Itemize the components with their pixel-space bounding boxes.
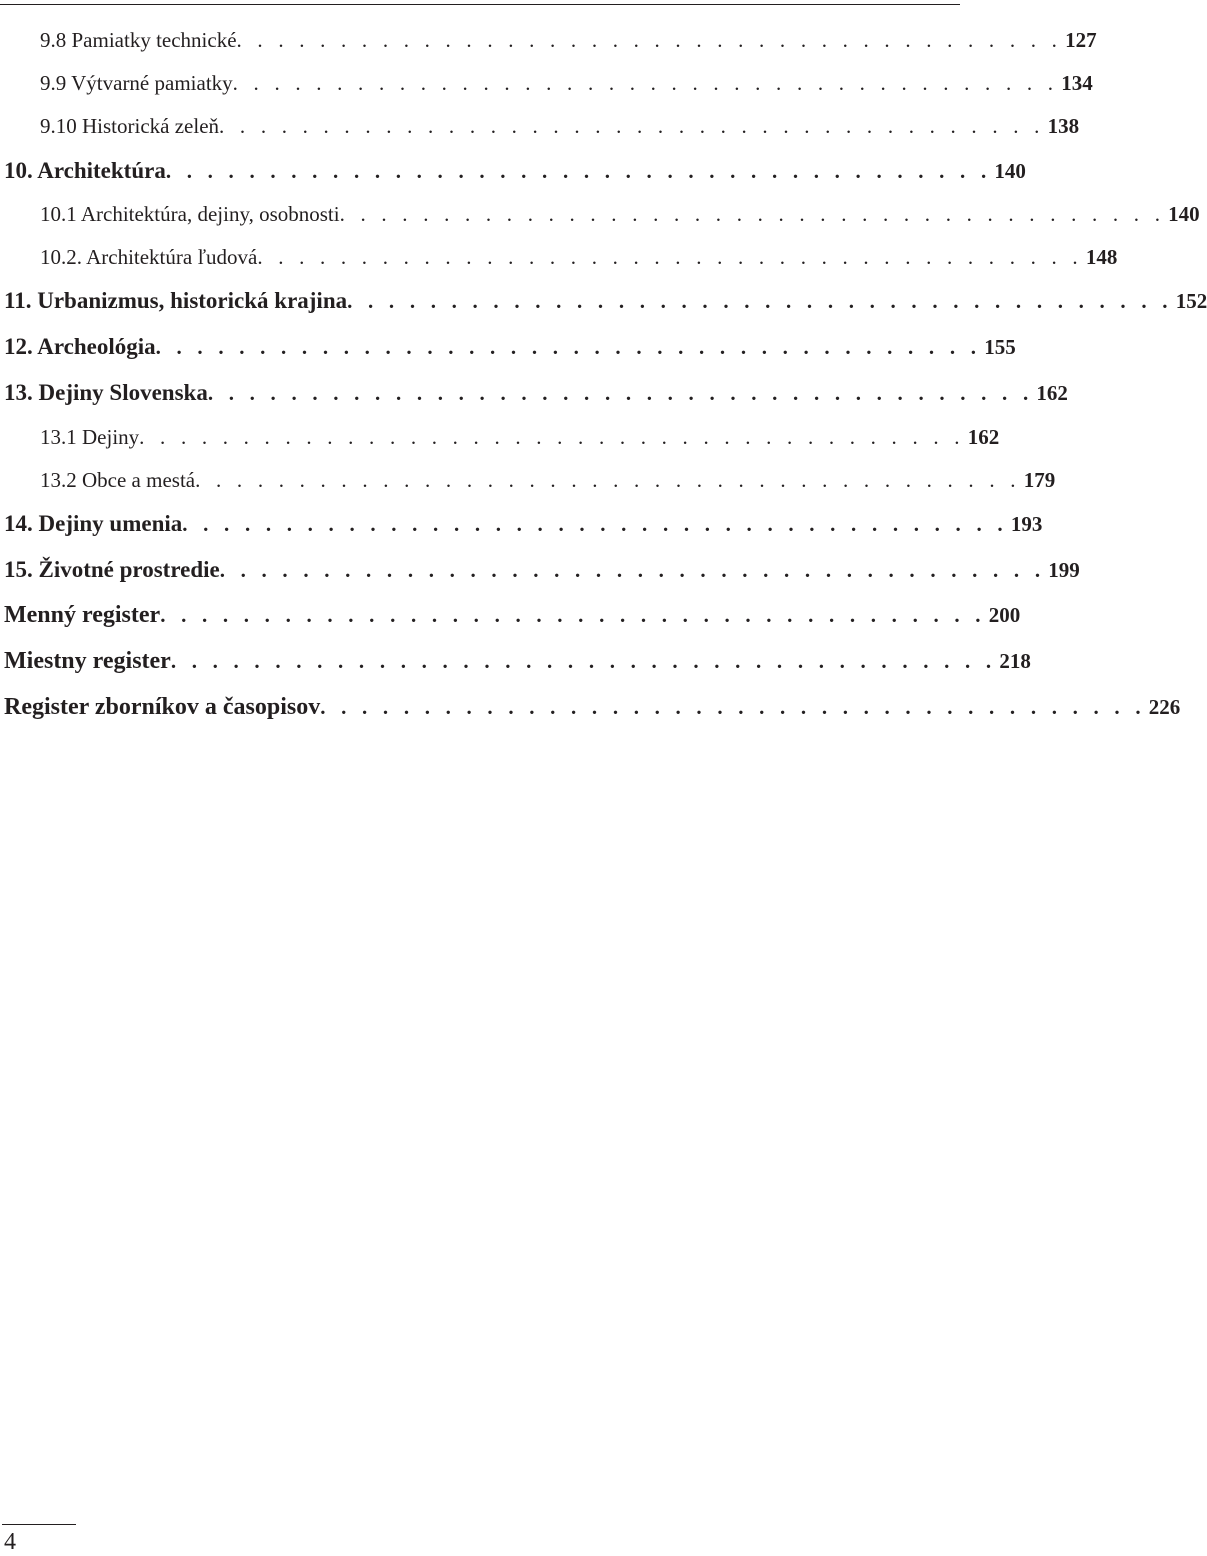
toc-entry-label: Register zborníkov a časopisov (4, 694, 321, 720)
toc-entry-page: 140 (994, 159, 1026, 183)
toc-entry-label: 13.1 Dejiny (40, 425, 140, 449)
toc-entry-page: 200 (988, 603, 1021, 627)
dot-leader: . . . . . . . . . . . . . . . . . . . . . . . . . . . . . . . . . . . . . . . . (207, 381, 1034, 405)
toc-entry-page: 199 (1048, 558, 1080, 582)
dot-leader: . . . . . . . . . . . . . . . . . . . . . . . . . . . . . . . . . . . . . . . . (165, 159, 992, 183)
toc-entry-label: 10. Architektúra (4, 158, 166, 183)
toc-entry-page: 148 (1085, 245, 1118, 269)
toc-entry-page: 162 (967, 425, 1000, 449)
dot-leader: . . . . . . . . . . . . . . . . . . . . . . . . . . . . . . . . . . . . . . . . (347, 289, 1173, 313)
toc-entry-page: 193 (1010, 512, 1043, 536)
toc-entry-menny-register[interactable] (0, 602, 1021, 629)
footer-rule (2, 1524, 76, 1525)
toc-entry-label: 10.1 Architektúra, dejiny, osobnosti (40, 202, 340, 226)
toc-entry-page: 152 (1175, 289, 1207, 313)
toc-entry-9-9[interactable] (0, 71, 1093, 96)
dot-leader: . . . . . . . . . . . . . . . . . . . . . . . . . . . . . . . . . . . . . . . . (219, 558, 1046, 582)
toc-entry-10-1[interactable] (0, 202, 1200, 227)
toc-entry-register-zbornikov[interactable] (0, 694, 1181, 721)
toc-entry-10-2[interactable] (0, 245, 1118, 270)
toc-entry-page: 218 (999, 649, 1031, 673)
toc-entry-page: 140 (1168, 202, 1200, 226)
toc-entry-13[interactable] (0, 380, 1068, 406)
toc-entry-label: 9.10 Historická zeleň (40, 114, 220, 138)
page-number: 4 (4, 1529, 16, 1555)
toc-entry-14[interactable] (0, 511, 1043, 537)
dot-leader: . . . . . . . . . . . . . . . . . . . . . . . . . . . . . . . . . . . . . . . . (139, 425, 965, 449)
toc-entry-label: 11. Urbanizmus, historická krajina (4, 288, 348, 313)
toc-entry-page: 179 (1023, 468, 1056, 492)
toc-entry-label: 12. Archeológia (4, 334, 156, 359)
toc-entry-13-2[interactable] (0, 468, 1056, 493)
dot-leader: . . . . . . . . . . . . . . . . . . . . . . . . . . . . . . . . . . . . . . . . (257, 245, 1083, 269)
toc-entry-label: 10.2. Architektúra ľudová (40, 245, 258, 269)
dot-leader: . . . . . . . . . . . . . . . . . . . . . . . . . . . . . . . . . . . . . . . . (339, 202, 1166, 226)
toc-entry-label: 9.9 Výtvarné pamiatky (40, 71, 233, 95)
dot-leader: . . . . . . . . . . . . . . . . . . . . . . . . . . . . . . . . . . . . . . . . (155, 335, 982, 359)
toc-entry-page: 134 (1061, 71, 1093, 95)
toc-entry-label: Miestny register (4, 648, 171, 674)
dot-leader: . . . . . . . . . . . . . . . . . . . . . . . . . . . . . . . . . . . . . . . . (232, 71, 1059, 95)
dot-leader: . . . . . . . . . . . . . . . . . . . . . . . . . . . . . . . . . . . . . . . . (219, 114, 1045, 138)
toc-entry-label: 15. Životné prostredie (4, 557, 220, 582)
toc-entry-11[interactable] (0, 288, 1207, 314)
toc-entry-page: 138 (1047, 114, 1080, 138)
toc-entry-12[interactable] (0, 334, 1016, 360)
dot-leader: . . . . . . . . . . . . . . . . . . . . . . . . . . . . . . . . . . . . . . . . (320, 695, 1146, 719)
toc-entry-label: Menný register (4, 602, 161, 628)
toc-entry-15[interactable] (0, 557, 1080, 583)
toc-entry-13-1[interactable] (0, 425, 1000, 450)
toc-entry-label: 13.2 Obce a mestá (40, 468, 196, 492)
toc-entry-label: 13. Dejiny Slovenska (4, 380, 208, 405)
dot-leader: . . . . . . . . . . . . . . . . . . . . . . . . . . . . . . . . . . . . . . . . (195, 468, 1021, 492)
dot-leader: . . . . . . . . . . . . . . . . . . . . . . . . . . . . . . . . . . . . . . . . (160, 603, 986, 627)
toc-entry-10[interactable] (0, 158, 1026, 184)
toc-entry-miestny-register[interactable] (0, 648, 1031, 675)
toc-entry-page: 127 (1065, 28, 1097, 52)
toc-entry-page: 162 (1036, 381, 1068, 405)
toc-entry-page: 155 (984, 335, 1016, 359)
dot-leader: . . . . . . . . . . . . . . . . . . . . . . . . . . . . . . . . . . . . . . . . (170, 649, 997, 673)
dot-leader: . . . . . . . . . . . . . . . . . . . . . . . . . . . . . . . . . . . . . . . . (182, 512, 1008, 536)
dot-leader: . . . . . . . . . . . . . . . . . . . . . . . . . . . . . . . . . . . . . . . . (236, 28, 1063, 52)
toc-entry-9-10[interactable] (0, 114, 1080, 139)
toc-entry-page: 226 (1148, 695, 1181, 719)
top-rule (0, 4, 960, 5)
toc-entry-9-8[interactable] (0, 28, 1097, 53)
toc-entry-label: 9.8 Pamiatky technické (40, 28, 237, 52)
toc-entry-label: 14. Dejiny umenia (4, 511, 183, 536)
